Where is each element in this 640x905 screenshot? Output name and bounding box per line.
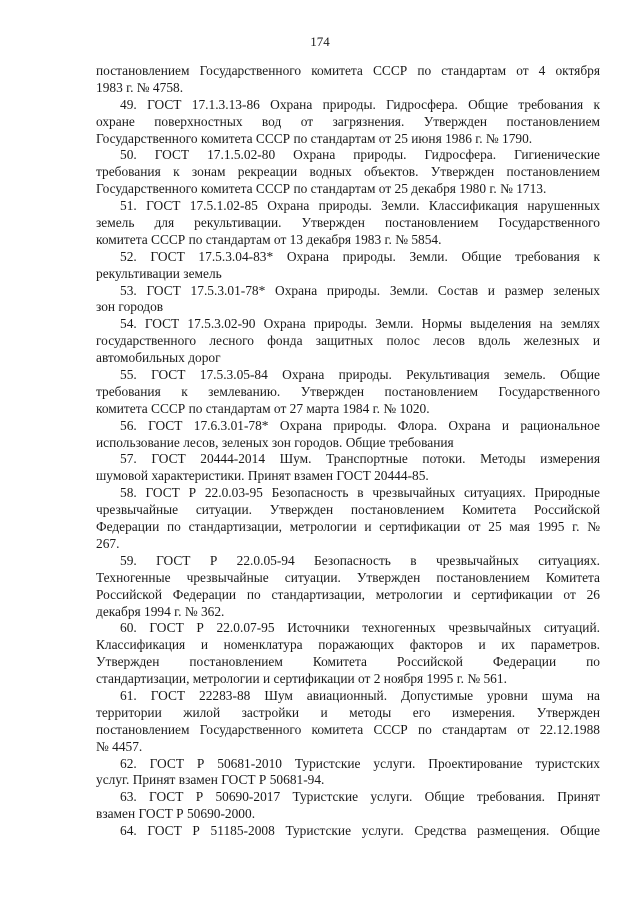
text-line: 60. ГОСТ Р 22.0.07-95 Источники техногенных чрезвычайных ситуаций.	[120, 620, 600, 636]
text-line: территории жилой застройки и методы его измерения. Утвержден	[96, 704, 600, 720]
text-line: 50. ГОСТ 17.1.5.02-80 Охрана природы. Гидросфера. Гигиенические	[120, 147, 600, 163]
text-line: 54. ГОСТ 17.5.3.02-90 Охрана природы. Земли. Нормы выделения на землях	[120, 316, 600, 332]
text-line: Техногенные чрезвычайные ситуации. Утвержден постановлением Комитета	[96, 569, 600, 585]
text-line: 64. ГОСТ Р 51185-2008 Туристские услуги. Средства размещения. Общие	[120, 823, 600, 839]
text-line: 51. ГОСТ 17.5.1.02-85 Охрана природы. Земли. Классификация нарушенных	[120, 198, 600, 214]
text-line: постановлением Государственного комитета СССР по стандартам от 22.12.1988	[96, 721, 600, 737]
text-line: 52. ГОСТ 17.5.3.04-83* Охрана природы. Земли. Общие требования к	[120, 248, 600, 264]
text-line: Федерации по стандартизации, метрологии и сертификации от 25 мая 1995 г. №	[96, 519, 600, 535]
text-line: 63. ГОСТ Р 50690-2017 Туристские услуги. Общие требования. Принят	[120, 789, 600, 805]
text-line: 55. ГОСТ 17.5.3.05-84 Охрана природы. Рекультивация земель. Общие	[120, 367, 600, 383]
text-line: использование лесов, зеленых зон городов. Общие требования	[96, 434, 454, 450]
text-line: чрезвычайные ситуации. Утвержден постановлением Комитета Российской	[96, 502, 600, 518]
text-line: требования к землеванию. Утвержден постановлением Государственного	[96, 383, 600, 399]
text-line: Государственного комитета СССР по стандартам от 25 июня 1986 г. № 1790.	[96, 130, 533, 146]
text-line: 49. ГОСТ 17.1.3.13-86 Охрана природы. Гидросфера. Общие требования к	[120, 96, 600, 112]
text-line: шумовой характеристики. Принят взамен ГОСТ 20444-85.	[96, 468, 429, 484]
text-line: Государственного комитета СССР по стандартам от 25 декабря 1980 г. № 1713.	[96, 181, 547, 197]
text-line: № 4457.	[96, 738, 143, 754]
text-line: 56. ГОСТ 17.6.3.01-78* Охрана природы. Флора. Охрана и рациональное	[120, 417, 600, 433]
text-line: Классификация и номенклатура поражающих факторов и их параметров.	[96, 637, 600, 653]
text-line: декабря 1994 г. № 362.	[96, 603, 225, 619]
text-line: 62. ГОСТ Р 50681-2010 Туристские услуги. Проектирование туристских	[120, 755, 600, 771]
document-body	[96, 63, 600, 840]
text-line: земель для рекультивации. Утвержден постановлением Государственного	[96, 215, 600, 231]
text-line: 57. ГОСТ 20444-2014 Шум. Транспортные потоки. Методы измерения	[120, 451, 600, 467]
text-line: 61. ГОСТ 22283-88 Шум авиационный. Допустимые уровни шума на	[120, 687, 600, 703]
text-line: зон городов	[96, 299, 164, 315]
text-line: комитета СССР по стандартам от 27 марта 1984 г. № 1020.	[96, 400, 430, 416]
text-line: требования к зонам рекреации водных объектов. Утвержден постановлением	[96, 164, 600, 180]
text-line: услуг. Принят взамен ГОСТ Р 50681-94.	[96, 772, 325, 788]
text-line: 267.	[96, 535, 120, 551]
text-line: государственного лесного фонда защитных полос лесов вдоль железных и	[96, 333, 600, 349]
page-number: 174	[310, 34, 330, 49]
text-line: 53. ГОСТ 17.5.3.01-78* Охрана природы. Земли. Состав и размер зеленых	[120, 282, 600, 298]
text-line: 59. ГОСТ Р 22.0.05-94 Безопасность в чрезвычайных ситуациях.	[120, 552, 600, 568]
text-line: Утвержден постановлением Комитета Российской Федерации по	[96, 654, 600, 670]
text-line: стандартизации, метрологии и сертификации от 2 ноября 1995 г. № 561.	[96, 671, 507, 687]
text-line: автомобильных дорог	[96, 350, 221, 366]
text-line: охране поверхностных вод от загрязнения. Утвержден постановлением	[96, 113, 600, 129]
text-line: Российской Федерации по стандартизации, метрологии и сертификации от 26	[96, 586, 600, 602]
text-line: 1983 г. № 4758.	[96, 79, 184, 95]
text-line: рекультивации земель	[96, 265, 222, 281]
text-line: 58. ГОСТ Р 22.0.03-95 Безопасность в чрезвычайных ситуациях. Природные	[120, 485, 600, 501]
text-line: постановлением Государственного комитета СССР по стандартам от 4 октября	[96, 63, 600, 78]
text-line: взамен ГОСТ Р 50690-2000.	[96, 806, 256, 822]
text-line: комитета СССР по стандартам от 13 декабря 1983 г. № 5854.	[96, 231, 442, 247]
